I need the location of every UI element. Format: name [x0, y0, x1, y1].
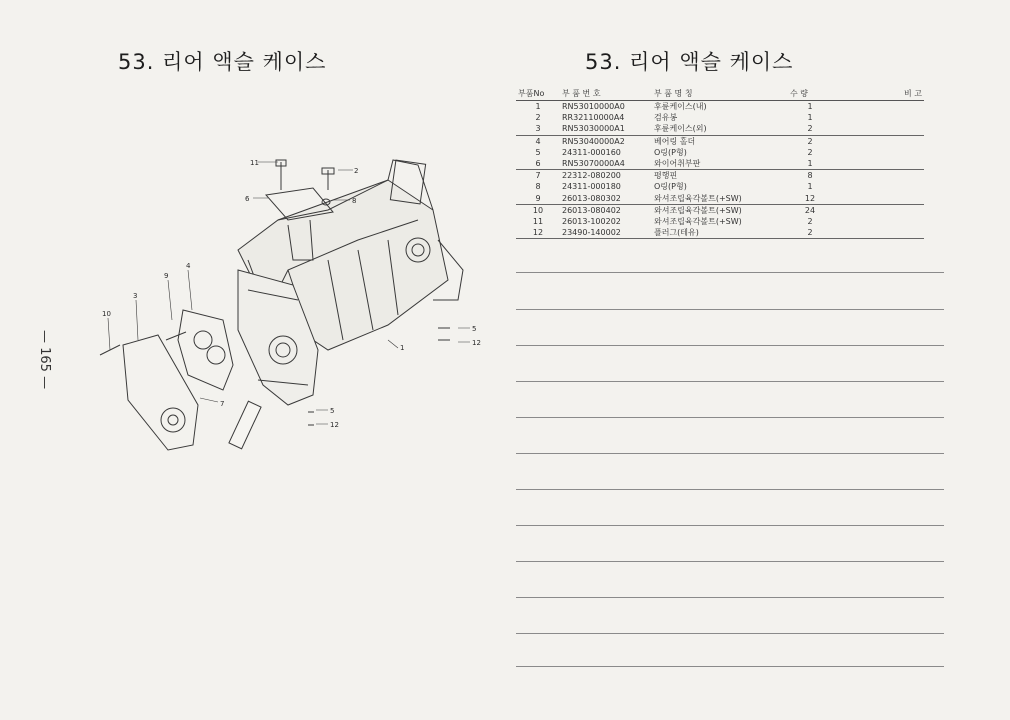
header-part-number: 부 품 번 호	[560, 88, 652, 101]
table-row	[516, 170, 924, 182]
row-no: 12	[516, 227, 560, 239]
row-remark	[832, 112, 924, 123]
row-qty: 1	[807, 102, 813, 112]
callout-5b: 5	[330, 407, 335, 415]
row-qty: 1	[807, 113, 813, 123]
callout-6: 6	[245, 195, 250, 203]
exploded-diagram	[88, 150, 488, 460]
ruled-line	[516, 453, 944, 454]
row-part-number: 22312-080200	[562, 171, 621, 181]
row-part-number: RN53010000A0	[562, 102, 625, 112]
row-qty: 24	[804, 205, 816, 215]
page-number: — 165 —	[37, 330, 52, 390]
row-remark	[832, 193, 924, 205]
row-part-number: 24311-000160	[562, 147, 621, 157]
row-qty: 1	[807, 182, 813, 192]
bearing-holder	[178, 310, 233, 390]
row-qty: 2	[807, 216, 813, 226]
page-title-left: 53. 리어 액슬 케이스	[118, 50, 327, 74]
row-qty: 1	[788, 158, 832, 170]
ruled-line	[516, 666, 944, 667]
ruled-line	[516, 381, 944, 382]
header-name: 부 품 명 칭	[652, 88, 788, 101]
row-name: 검유봉	[654, 113, 678, 123]
row-remark	[832, 181, 924, 192]
ruled-line	[516, 489, 944, 490]
callout-2: 2	[354, 167, 359, 175]
table-row	[516, 204, 924, 216]
row-name: 평행핀	[654, 171, 678, 181]
row-qty: 2	[788, 123, 832, 135]
callout-5a: 5	[472, 325, 477, 333]
row-part-number: RN53040000A2	[562, 136, 625, 146]
callout-12b: 12	[330, 421, 339, 429]
ruled-line	[516, 633, 944, 634]
row-no: 9	[516, 193, 560, 205]
row-part-number: 26013-080302	[560, 193, 652, 205]
row-qty: 2	[807, 147, 813, 157]
row-remark	[832, 147, 924, 158]
row-remark	[832, 204, 924, 216]
sealant-tube	[229, 401, 261, 449]
callout-10: 10	[102, 310, 111, 318]
callout-3: 3	[133, 292, 138, 300]
header-remark: 비 고	[832, 88, 924, 101]
row-name: 와이어취부판	[652, 158, 788, 170]
row-no: 3	[516, 123, 560, 135]
row-no: 5	[535, 147, 541, 157]
table-row	[516, 112, 924, 123]
table-row	[516, 181, 924, 192]
callout-4: 4	[186, 262, 191, 270]
parts-table	[516, 88, 924, 239]
row-part-number: RN53070000A4	[560, 158, 652, 170]
ruled-line	[516, 272, 944, 273]
header-qty: 수 량	[788, 88, 832, 101]
table-row	[516, 216, 924, 227]
row-name: 후륜케이스(외)	[652, 123, 788, 135]
row-part-number: 24311-000180	[562, 182, 621, 192]
row-remark	[832, 216, 924, 227]
row-qty: 12	[788, 193, 832, 205]
table-row	[516, 227, 924, 239]
row-remark	[832, 170, 924, 182]
header-no: 부품No	[516, 88, 560, 101]
ruled-line	[516, 525, 944, 526]
table-header	[516, 88, 924, 101]
ruled-line	[516, 597, 944, 598]
row-part-number: 26013-080402	[562, 205, 621, 215]
callout-1: 1	[400, 344, 405, 352]
ruled-line	[516, 417, 944, 418]
ruled-line	[516, 345, 944, 346]
row-remark	[832, 135, 924, 147]
row-name: 와셔조립육각볼트(+SW)	[652, 193, 788, 205]
table-row	[516, 147, 924, 158]
row-no: 11	[532, 216, 544, 226]
row-qty: 2	[807, 136, 813, 146]
ruled-line	[516, 561, 944, 562]
callout-8: 8	[352, 197, 357, 205]
callout-11: 11	[250, 159, 259, 167]
ruled-line	[516, 309, 944, 310]
callout-12a: 12	[472, 339, 481, 347]
row-no: 6	[516, 158, 560, 170]
row-name: O링(P형)	[654, 147, 687, 157]
row-part-number: 26013-100202	[562, 216, 621, 226]
row-part-number: RR32110000A4	[562, 113, 625, 123]
row-no: 8	[535, 182, 541, 192]
row-remark	[832, 101, 924, 113]
row-remark	[832, 158, 924, 170]
callout-9: 9	[164, 272, 169, 280]
table-row	[516, 193, 924, 205]
row-name: 베어링 홀더	[654, 136, 696, 146]
row-no: 10	[532, 205, 544, 215]
row-remark	[832, 123, 924, 135]
row-part-number: RN53030000A1	[560, 123, 652, 135]
page-title-right: 53. 리어 액슬 케이스	[585, 50, 794, 74]
row-part-number: 23490-140002	[560, 227, 652, 239]
row-name: 와셔조립육각볼트(+SW)	[654, 216, 742, 226]
row-no: 1	[535, 102, 541, 112]
row-no: 2	[535, 113, 541, 123]
callout-7: 7	[220, 400, 225, 408]
table-row	[516, 101, 924, 113]
row-qty: 2	[788, 227, 832, 239]
row-no: 4	[535, 136, 541, 146]
table-row	[516, 123, 924, 135]
rear-cover	[123, 335, 198, 450]
table-row	[516, 135, 924, 147]
row-remark	[832, 227, 924, 239]
row-name: O링(P형)	[654, 182, 687, 192]
row-qty: 8	[807, 171, 813, 181]
table-row	[516, 158, 924, 170]
row-name: 와셔조립육각볼트(+SW)	[654, 205, 742, 215]
row-name: 플러그(테유)	[652, 227, 788, 239]
row-no: 7	[535, 171, 541, 181]
row-name: 후륜케이스(내)	[654, 102, 707, 112]
